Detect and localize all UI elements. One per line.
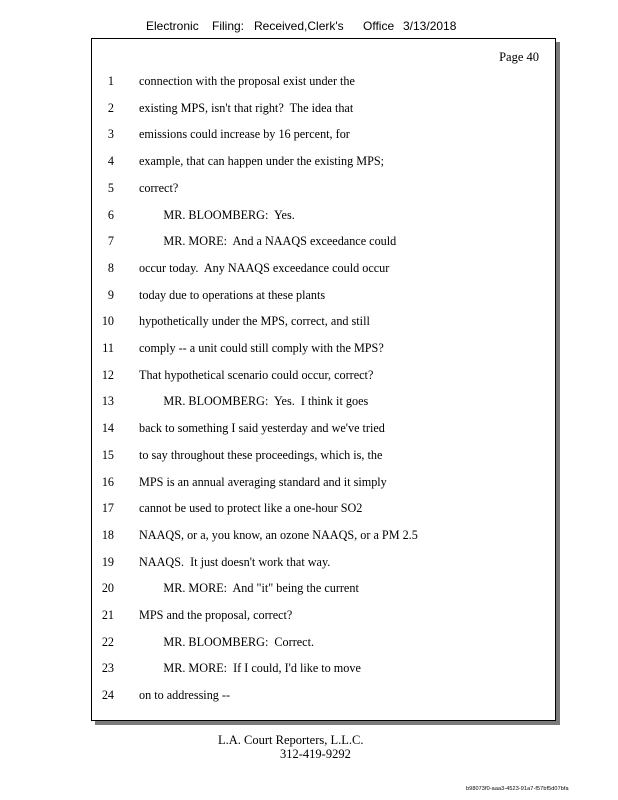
line-text: MR. MORE: If I could, I'd like to move [139,661,361,676]
line-text: hypothetically under the MPS, correct, and still [139,314,370,329]
line-text: MR. MORE: And a NAAQS exceedance could [139,234,397,249]
line-text: occur today. Any NAAQS exceedance could occur [139,260,390,275]
line-number: 1 [107,74,114,88]
line-text: NAAQS. It just doesn't work that way. [139,554,331,569]
line-text: back to something I said yesterday and we've tried [139,421,385,436]
transcript-line [92,72,555,90]
transcript-line [92,286,555,304]
transcript-line [92,633,555,651]
line-text: example, that can happen under the existing MPS; [139,154,385,169]
line-text: today due to operations at these plants [139,287,326,302]
transcript-line [92,392,555,410]
line-number: 17 [101,501,114,516]
line-number: 14 [101,421,114,436]
line-number: 20 [101,581,114,596]
filing-header-office: Office [363,19,395,33]
line-number: 9 [107,287,114,302]
transcript-line [92,152,555,170]
transcript-line [92,579,555,597]
line-number: 2 [107,100,114,115]
transcript-line [92,606,555,624]
line-number: 5 [107,180,114,195]
transcript-line [92,473,555,491]
line-number: 11 [102,341,114,355]
filing-header-date: 3/13/2018 [403,19,457,33]
line-number: 7 [107,234,114,249]
transcript-page [91,38,556,721]
transcript-line [92,312,555,330]
line-text: That hypothetical scenario could occur, correct? [139,367,374,382]
transcript-line [92,686,555,704]
line-number: 18 [101,527,114,542]
transcript-line [92,99,555,117]
filing-header-electronic: Electronic [146,19,199,33]
line-number: 10 [101,314,114,329]
line-number: 12 [101,367,114,382]
line-text: MR. BLOOMBERG: Correct. [139,634,315,649]
transcript-line [92,232,555,250]
line-text: on to addressing -- [139,688,231,703]
transcript-line [92,179,555,197]
filing-header [146,19,466,35]
line-number: 4 [107,154,114,169]
transcript-line [92,419,555,437]
line-number: 13 [101,394,114,409]
line-number: 15 [101,447,114,462]
transcript-line [92,259,555,277]
footer-phone: 312-419-9292 [280,747,351,761]
line-number: 16 [101,474,114,489]
transcript-line [92,125,555,143]
transcript-line [92,499,555,517]
line-text: existing MPS, isn't that right? The idea that [139,100,354,115]
line-number: 21 [101,608,114,622]
line-text: cannot be used to protect like a one-hour SO2 [139,501,363,516]
transcript-line [92,339,555,357]
line-text: NAAQS, or a, you know, an ozone NAAQS, or a PM 2.5 [139,527,418,542]
line-text: MR. BLOOMBERG: Yes. [139,207,295,222]
transcript-line [92,526,555,544]
transcript-line [92,366,555,384]
line-text: MPS is an annual averaging standard and it simply [139,474,387,489]
filing-header-filing: Filing: [212,19,245,33]
line-text: comply -- a unit could still comply with the MPS? [139,341,384,355]
line-text: emissions could increase by 16 percent, for [139,127,350,142]
line-text: MPS and the proposal, correct? [139,608,293,622]
document-id: b98073f0-aaa3-4523-91a7-f57bf5d07bfa [466,786,569,792]
line-number: 24 [101,688,114,703]
filing-header-received: Received,Clerk's [254,19,344,33]
line-number: 22 [101,634,114,649]
line-number: 3 [107,127,114,142]
line-number: 8 [107,260,114,275]
footer-company: L.A. Court Reporters, L.L.C. [218,733,364,747]
line-text: correct? [139,180,179,195]
transcript-line [92,206,555,224]
line-text: MR. MORE: And "it" being the current [139,581,359,596]
line-number: 23 [101,661,114,676]
line-text: connection with the proposal exist under the [139,74,355,88]
transcript-line [92,446,555,464]
line-text: to say throughout these proceedings, which is, the [139,447,383,462]
transcript-line [92,659,555,677]
line-number: 6 [107,207,114,222]
transcript-line [92,553,555,571]
page-number: Page 40 [499,50,539,64]
line-number: 19 [101,554,114,569]
line-text: MR. BLOOMBERG: Yes. I think it goes [139,394,369,409]
